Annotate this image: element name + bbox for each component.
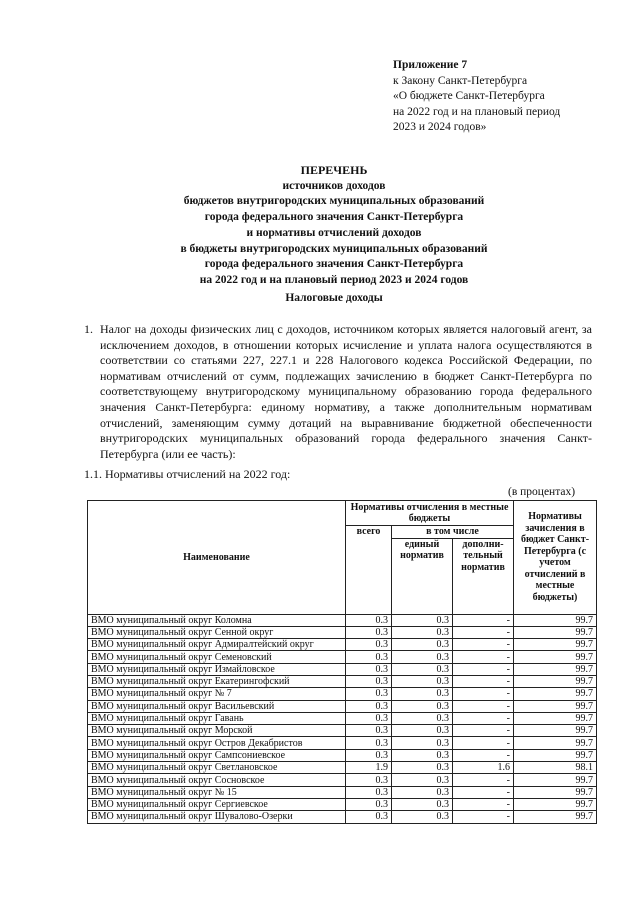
cell-single: 0.3 [392, 749, 453, 761]
cell-spb: 98.1 [514, 762, 597, 774]
cell-additional: 1.6 [453, 762, 514, 774]
cell-single: 0.3 [392, 675, 453, 687]
heading-line: в бюджеты внутригородских муниципальных образований [180, 242, 488, 255]
cell-single: 0.3 [392, 614, 453, 626]
cell-spb: 99.7 [514, 651, 597, 663]
cell-additional: - [453, 798, 514, 810]
subparagraph-1-1: 1.1. Нормативы отчислений на 2022 год: [84, 467, 291, 481]
cell-spb: 99.7 [514, 774, 597, 786]
heading-line: источников доходов [282, 179, 386, 192]
cell-total: 0.3 [346, 614, 392, 626]
cell-additional: - [453, 626, 514, 638]
cell-total: 1.9 [346, 762, 392, 774]
cell-total: 0.3 [346, 688, 392, 700]
cell-spb: 99.7 [514, 639, 597, 651]
cell-additional: - [453, 786, 514, 798]
table-row [88, 725, 597, 737]
header-spb: Нормативы зачисления в бюджет Санкт-Петербурга (с учетом отчислений в местные бюджеты) [514, 501, 597, 615]
cell-name: ВМО муниципальный округ Семеновский [88, 651, 346, 663]
cell-additional: - [453, 749, 514, 761]
cell-additional: - [453, 675, 514, 687]
cell-name: ВМО муниципальный округ Сергиевское [88, 798, 346, 810]
paragraph-1 [84, 322, 592, 462]
cell-spb: 99.7 [514, 737, 597, 749]
cell-name: ВМО муниципальный округ Сосновское [88, 774, 346, 786]
cell-spb: 99.7 [514, 663, 597, 675]
cell-name: ВМО муниципальный округ Васильевский [88, 700, 346, 712]
cell-total: 0.3 [346, 811, 392, 823]
table-row [88, 786, 597, 798]
table-row [88, 700, 597, 712]
cell-spb: 99.7 [514, 626, 597, 638]
heading-line: ПЕРЕЧЕНЬ [300, 163, 368, 177]
heading-line: города федерального значения Санкт-Петербурга [204, 211, 464, 224]
cell-additional: - [453, 614, 514, 626]
cell-additional: - [453, 811, 514, 823]
table-row [88, 737, 597, 749]
appendix-line: к Закону Санкт-Петербурга [393, 74, 528, 87]
cell-additional: - [453, 774, 514, 786]
cell-name: ВМО муниципальный округ Адмиралтейский округ [88, 639, 346, 651]
cell-spb: 99.7 [514, 614, 597, 626]
cell-name: ВМО муниципальный округ Остров Декабристов [88, 737, 346, 749]
cell-total: 0.3 [346, 626, 392, 638]
cell-total: 0.3 [346, 798, 392, 810]
cell-total: 0.3 [346, 651, 392, 663]
cell-single: 0.3 [392, 786, 453, 798]
cell-total: 0.3 [346, 749, 392, 761]
cell-name: ВМО муниципальный округ Шувалово-Озерки [88, 811, 346, 823]
cell-single: 0.3 [392, 663, 453, 675]
units-note: (в процентах) [508, 486, 576, 498]
header-including: в том числе [392, 526, 514, 539]
cell-single: 0.3 [392, 725, 453, 737]
appendix-line: 2023 и 2024 годов» [393, 121, 487, 133]
document-heading [70, 163, 598, 289]
cell-spb: 99.7 [514, 798, 597, 810]
cell-total: 0.3 [346, 786, 392, 798]
table-row [88, 639, 597, 651]
cell-spb: 99.7 [514, 749, 597, 761]
cell-spb: 99.7 [514, 688, 597, 700]
header-local-group: Нормативы отчисления в местные бюджеты [346, 501, 514, 526]
cell-additional: - [453, 663, 514, 675]
table-row [88, 712, 597, 724]
cell-additional: - [453, 688, 514, 700]
table-row [88, 688, 597, 700]
paragraph-number: 1. [84, 322, 93, 336]
cell-spb: 99.7 [514, 725, 597, 737]
cell-single: 0.3 [392, 798, 453, 810]
cell-single: 0.3 [392, 688, 453, 700]
cell-additional: - [453, 712, 514, 724]
heading-line: и нормативы отчислений доходов [246, 226, 422, 239]
cell-total: 0.3 [346, 639, 392, 651]
cell-total: 0.3 [346, 774, 392, 786]
cell-name: ВМО муниципальный округ Екатерингофский [88, 675, 346, 687]
table-row [88, 614, 597, 626]
cell-spb: 99.7 [514, 712, 597, 724]
cell-single: 0.3 [392, 737, 453, 749]
cell-additional: - [453, 725, 514, 737]
cell-spb: 99.7 [514, 811, 597, 823]
paragraph-text: Налог на доходы физических лиц с доходов, источником которых является налоговый агент, за исключением доходов, в отношении которых исчисление и уплата налога осуществляются в соответствии со статьями 227, 227.1 и 228 Налогового кодекса Российской Федерации, по нормативам отчислений от сумм, подлежащих зачислению в бюджет Санкт-Петербурга по соответствующему внутригородскому муниципальному образованию города федерального значения Санкт-Петербурга: единому нормативу, а также дополнительным нормативам отчислений, заменяющим сумму дотаций на выравнивание бюджетной обеспеченности внутригородских муниципальных образований города федерального значения Санкт-Петербурга (или ее часть): [100, 322, 592, 461]
cell-additional: - [453, 639, 514, 651]
cell-spb: 99.7 [514, 675, 597, 687]
cell-name: ВМО муниципальный округ Сенной округ [88, 626, 346, 638]
cell-name: ВМО муниципальный округ Измайловское [88, 663, 346, 675]
cell-single: 0.3 [392, 639, 453, 651]
heading-line: города федерального значения Санкт-Петербурга [204, 258, 464, 271]
cell-name: ВМО муниципальный округ № 7 [88, 688, 346, 700]
cell-name: ВМО муниципальный округ Коломна [88, 614, 346, 626]
cell-name: ВМО муниципальный округ № 15 [88, 786, 346, 798]
cell-total: 0.3 [346, 663, 392, 675]
cell-name: ВМО муниципальный округ Гавань [88, 712, 346, 724]
cell-total: 0.3 [346, 700, 392, 712]
table-row [88, 774, 597, 786]
cell-total: 0.3 [346, 725, 392, 737]
header-name: Наименование [88, 501, 346, 615]
section-subheading: Налоговые доходы [285, 292, 383, 304]
table-row [88, 626, 597, 638]
cell-name: ВМО муниципальный округ Сампсониевское [88, 749, 346, 761]
cell-single: 0.3 [392, 651, 453, 663]
cell-spb: 99.7 [514, 700, 597, 712]
cell-single: 0.3 [392, 712, 453, 724]
appendix-block [393, 58, 623, 136]
cell-name: ВМО муниципальный округ Морской [88, 725, 346, 737]
table-row [88, 811, 597, 823]
cell-additional: - [453, 700, 514, 712]
cell-single: 0.3 [392, 626, 453, 638]
header-additional: дополни-тельный норматив [453, 538, 514, 614]
cell-total: 0.3 [346, 675, 392, 687]
cell-single: 0.3 [392, 811, 453, 823]
table-row [88, 762, 597, 774]
appendix-line: на 2022 год и на плановый период [393, 105, 561, 118]
cell-total: 0.3 [346, 737, 392, 749]
norms-table [87, 500, 597, 824]
appendix-title: Приложение 7 [393, 59, 468, 71]
table-row [88, 798, 597, 810]
cell-total: 0.3 [346, 712, 392, 724]
cell-additional: - [453, 651, 514, 663]
header-single: единый норматив [392, 538, 453, 614]
cell-additional: - [453, 737, 514, 749]
cell-name: ВМО муниципальный округ Светлановское [88, 762, 346, 774]
table-row [88, 663, 597, 675]
table-row [88, 675, 597, 687]
appendix-line: «О бюджете Санкт-Петербурга [393, 90, 545, 102]
cell-spb: 99.7 [514, 786, 597, 798]
table-row [88, 749, 597, 761]
heading-line: на 2022 год и на плановый период 2023 и 2024 годов [199, 273, 469, 286]
cell-single: 0.3 [392, 700, 453, 712]
cell-single: 0.3 [392, 774, 453, 786]
header-total: всего [346, 526, 392, 615]
heading-line: бюджетов внутригородских муниципальных образований [183, 195, 485, 208]
cell-single: 0.3 [392, 762, 453, 774]
table-row [88, 651, 597, 663]
